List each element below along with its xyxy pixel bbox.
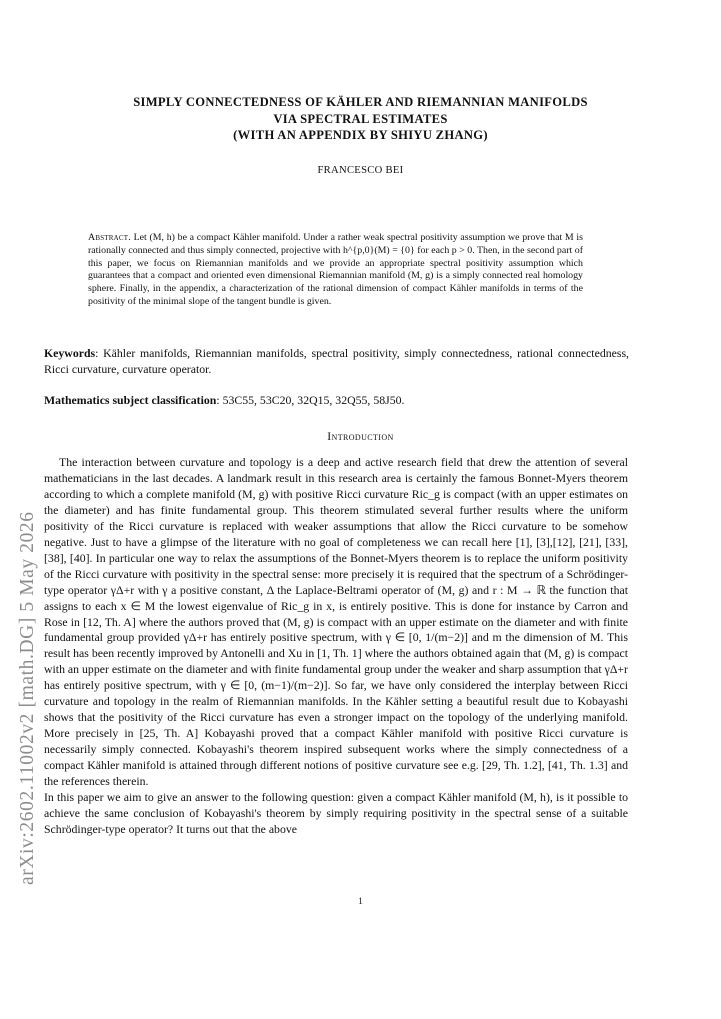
page-number: 1: [358, 896, 363, 906]
abstract-text: Let (M, h) be a compact Kähler manifold. Under a rather weak spectral positivity assumption we prove that M is rationally connected and thus simply connected, projective with h^{p,0}(M) = {0} for each p > 0. Then, in the second part of this paper, we focus on Riemannian manifolds and we provide an appropriate spectral positivity assumption which guarantees that a compact and oriented even dimensional Riemannian manifold (M, g) is a simply connected real homology sphere. Finally, in the appendix, a characterization of the rational dimension of compact Kähler manifolds in terms of the positivity of the minimal slope of the tangent bundle is given.: [88, 232, 583, 307]
msc-classification: [44, 392, 629, 408]
paper-title: [40, 94, 681, 144]
section-title-introduction: Introduction: [327, 431, 394, 443]
title-line-2: VIA SPECTRAL ESTIMATES: [273, 111, 448, 126]
keywords-label: Keywords: [44, 346, 96, 360]
title-line-3: (WITH AN APPENDIX BY SHIYU ZHANG): [233, 128, 488, 142]
abstract: [88, 232, 583, 309]
abstract-label: Abstract.: [88, 232, 131, 243]
keywords: [44, 345, 629, 377]
msc-label: Mathematics subject classification: [44, 393, 217, 407]
keywords-text: : Kähler manifolds, Riemannian manifolds, spectral positivity, simply connectedness, rational connectedness, Ricci curvature, curvature operator.: [44, 346, 629, 376]
msc-text: : 53C55, 53C20, 32Q15, 32Q55, 58J50.: [216, 393, 405, 407]
author-name: FRANCESCO BEI: [317, 165, 404, 176]
title-line-1: SIMPLY CONNECTEDNESS OF KÄHLER AND RIEMANNIAN MANIFOLDS: [133, 95, 588, 109]
paragraph-2: In this paper we aim to give an answer to the following question: given a compact Kähler manifold (M, h), is it possible to achieve the same conclusion of Kobayashi's theorem by simply requiring positivity in the spectral sense of a suitable Schrödinger-type operator? It turns out that the above: [44, 790, 628, 836]
paragraph-1: The interaction between curvature and topology is a deep and active research field that drew the attention of several mathematicians in the last decades. A landmark result in this research area is certainly the famous Bonnet-Myers theorem according to which a complete manifold (M, g) with positive Ricci curvature Ric_g is compact (with an upper estimates on the diameter) and has finite fundamental group. This theorem stimulated several further results where the uniform positivity of the Ricci curvature is replaced with weaker assumptions that allow the Ricci curvature to be somehow negative. Just to have a glimpse of the literature with no goal of completeness we can recall here [1], [3],[12], [21], [33], [38], [40]. In particular one way to relax the assumptions of the Bonnet-Myers theorem is to replace the uniform positivity of the Ricci curvature with positivity in the spectral sense: more precisely it is required that the spectrum of a Schrödinger-type operator γΔ+r with γ a positive constant, Δ the Laplace-Beltrami operator of (M, g) and r : M → ℝ the function that assigns to each x ∈ M the lowest eigenvalue of Ric_g in x, is entirely positive. This is done for instance by Carron and Rose in [12, Th. A] where the authors proved that (M, g) is compact with an upper estimate on the diameter and with finite fundamental group provided γΔ+r has entirely positive spectrum, with γ ∈ [0, 1/(m−2)] and m the dimension of M. This result has been recently improved by Antonelli and Xu in [1, Th. 1] where the authors obtained again that (M, g) is compact with an upper estimate on the diameter and with finite fundamental group under the weaker and sharp assumption that γΔ+r has entirely positive spectrum, with γ ∈ [0, (m−1)/(m−2)]. So far, we have only considered the interplay between Ricci curvature and topology in the realm of Riemannian manifolds. In the Kähler setting a beautiful result due to Kobayashi shows that the positivity of the Ricci curvature has even a stronger impact on the topology of the underlying manifold. More precisely in [25, Th. A] Kobayashi proved that a compact Kähler manifold with positive Ricci curvature is necessarily simply connected. Kobayashi's theorem inspired subsequent works where the simply connectedness of a compact Kähler manifold is attained through different notions of positive curvature see e.g. [29, Th. 1.2], [41, Th. 1.3] and the references therein.: [44, 455, 628, 789]
arxiv-identifier-stamp: arXiv:2602.11002v2 [math.DG] 5 May 2026: [17, 511, 38, 885]
introduction-body: [44, 455, 628, 838]
